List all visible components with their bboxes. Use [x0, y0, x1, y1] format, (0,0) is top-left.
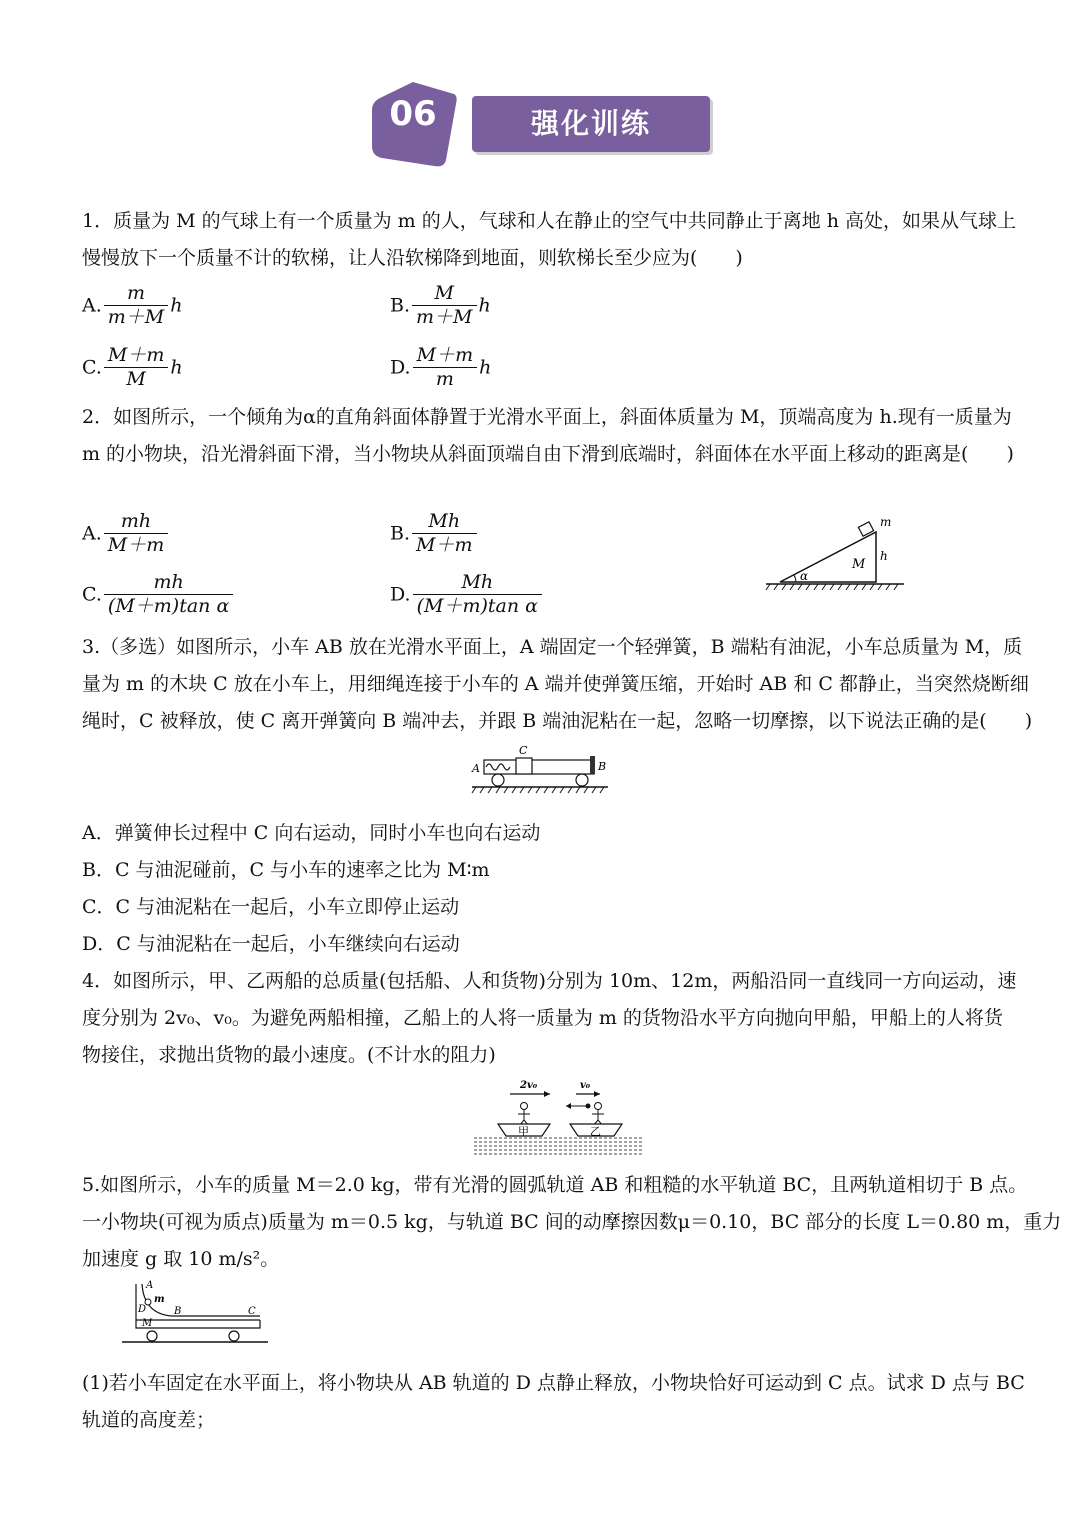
track-point-c-label: C	[248, 1306, 256, 1317]
boat1-label: 甲	[518, 1125, 529, 1138]
q3-text-line3: 绳时，C 被释放，使 C 离开弹簧向 B 端冲去，并跟 B 端油泥粘在一起，忽略一切摩擦，以下说法正确的是( )	[82, 710, 1033, 732]
track-point-b-label: B	[174, 1306, 182, 1317]
fraction: $\frac{M+m}{m}$	[413, 344, 477, 391]
q5-sub1-line1: (1)若小车固定在水平面上，将小物块从 AB 轨道的 D 点静止释放，小物块恰好可运动到 C 点。试求 D 点与 BC	[82, 1372, 1025, 1394]
boat1-velocity-label: 2v₀	[520, 1080, 538, 1091]
fraction: $\frac{mh}{M+m}$	[104, 510, 168, 557]
q3-cart-figure	[468, 742, 612, 800]
q2-option-c: C. $\frac{mh}{\text{(M＋m)tan α}}$	[82, 571, 235, 618]
q2-option-d: D. $\frac{Mh}{\text{(M＋m)tan α}}$	[390, 571, 544, 618]
q5-track-figure	[118, 1278, 272, 1352]
q3-option-b: B．C 与油泥碰前，C 与小车的速率之比为 M∶m	[82, 859, 490, 881]
section-number: 06	[389, 94, 437, 134]
q3-option-a: A．弹簧伸长过程中 C 向右运动，同时小车也向右运动	[82, 822, 541, 844]
track-point-d-label: D	[138, 1304, 147, 1315]
q2-text-line2: m 的小物块，沿光滑斜面下滑，当小物块从斜面顶端自由下滑到底端时，斜面体在水平面上移动的距离是( )	[82, 443, 1014, 465]
fraction: $\frac{mh}{\text{(M＋m)tan α}}$	[104, 571, 233, 618]
section-number-badge	[368, 80, 458, 170]
boat2-label: 乙	[590, 1125, 601, 1138]
q2-option-b: B. $\frac{Mh}{M+m}$	[390, 510, 479, 557]
q4-boats-figure	[470, 1076, 646, 1158]
incline-mass-label: M	[852, 557, 866, 572]
q5-text-line1: 5.如图所示，小车的质量 M＝2.0 kg，带有光滑的圆弧轨道 AB 和粗糙的水平轨道 BC，且两轨道相切于 B 点。	[82, 1174, 1028, 1196]
fraction: $\frac{Mh}{M+m}$	[412, 510, 476, 557]
track-point-a-label: A	[146, 1280, 154, 1291]
height-label: h	[880, 549, 888, 563]
q1-option-b: B. $\frac{M}{m+M}$ h	[390, 282, 491, 328]
alpha-label: α	[800, 569, 809, 583]
q3-text-line2: 量为 m 的木块 C 放在小车上，用细绳连接于小车的 A 端并使弹簧压缩，开始时 AB 和 C 都静止，当突然烧断细	[82, 673, 1029, 695]
q4-text-line1: 4．如图所示，甲、乙两船的总质量(包括船、人和货物)分别为 10m、12m，两船沿同一直线同一方向运动，速	[82, 970, 1017, 992]
q3-option-d: D．C 与油泥粘在一起后，小车继续向右运动	[82, 933, 460, 955]
fraction: $\frac{M}{m+M}$	[412, 282, 476, 329]
q5-text-line2: 一小物块(可视为质点)质量为 m＝0.5 kg，与轨道 BC 间的动摩擦因数μ＝0.10，BC 部分的长度 L＝0.80 m，重力	[82, 1211, 1062, 1233]
fraction: $\frac{m}{m+M}$	[104, 282, 168, 329]
q1-text-line2: 慢慢放下一个质量不计的软梯，让人沿软梯降到地面，则软梯长至少应为( )	[82, 247, 743, 269]
block-mass-label: m	[880, 515, 892, 529]
q1-option-a: A. $\frac{m}{m+M}$ h	[82, 282, 183, 328]
q2-text-line1: 2．如图所示，一个倾角为α的直角斜面体静置于光滑水平面上，斜面体质量为 M，顶端高度为 h.现有一质量为	[82, 406, 1012, 428]
q3-text-line1: 3.（多选）如图所示，小车 AB 放在光滑水平面上，A 端固定一个轻弹簧，B 端粘有油泥，小车总质量为 M，质	[82, 636, 1023, 658]
block-c-label: C	[519, 744, 528, 757]
q1-text-line1: 1．质量为 M 的气球上有一个质量为 m 的人，气球和人在静止的空气中共同静止于离地 h 高处，如果从气球上	[82, 210, 1017, 232]
q2-incline-figure	[760, 510, 910, 592]
q1-option-d: D. $\frac{M+m}{m}$ h	[390, 344, 492, 390]
cart-end-a-label: A	[472, 762, 480, 775]
q4-text-line2: 度分别为 2v₀、v₀。为避免两船相撞，乙船上的人将一质量为 m 的货物沿水平方向抛向甲船，甲船上的人将货	[82, 1007, 1003, 1029]
q4-text-line3: 物接住，求抛出货物的最小速度。(不计水的阻力)	[82, 1044, 496, 1066]
q1-option-c: C. $\frac{M+m}{M}$ h	[82, 344, 183, 390]
fraction: $\frac{M+m}{M}$	[104, 344, 168, 391]
track-block-m-label: m	[154, 1294, 165, 1305]
section-title-banner	[472, 96, 710, 152]
q5-text-line3: 加速度 g 取 10 m/s²。	[82, 1248, 280, 1270]
cart-end-b-label: B	[598, 760, 607, 773]
q2-option-a: A. $\frac{mh}{M+m}$	[82, 510, 170, 557]
fraction: $\frac{Mh}{\text{(M＋m)tan α}}$	[413, 571, 542, 618]
cart-mass-label: M	[142, 1318, 153, 1329]
section-title: 强化训练	[530, 107, 651, 140]
q5-sub1-line2: 轨道的高度差；	[82, 1409, 216, 1431]
q3-option-c: C．C 与油泥粘在一起后，小车立即停止运动	[82, 896, 460, 918]
boat2-velocity-label: v₀	[580, 1080, 591, 1091]
